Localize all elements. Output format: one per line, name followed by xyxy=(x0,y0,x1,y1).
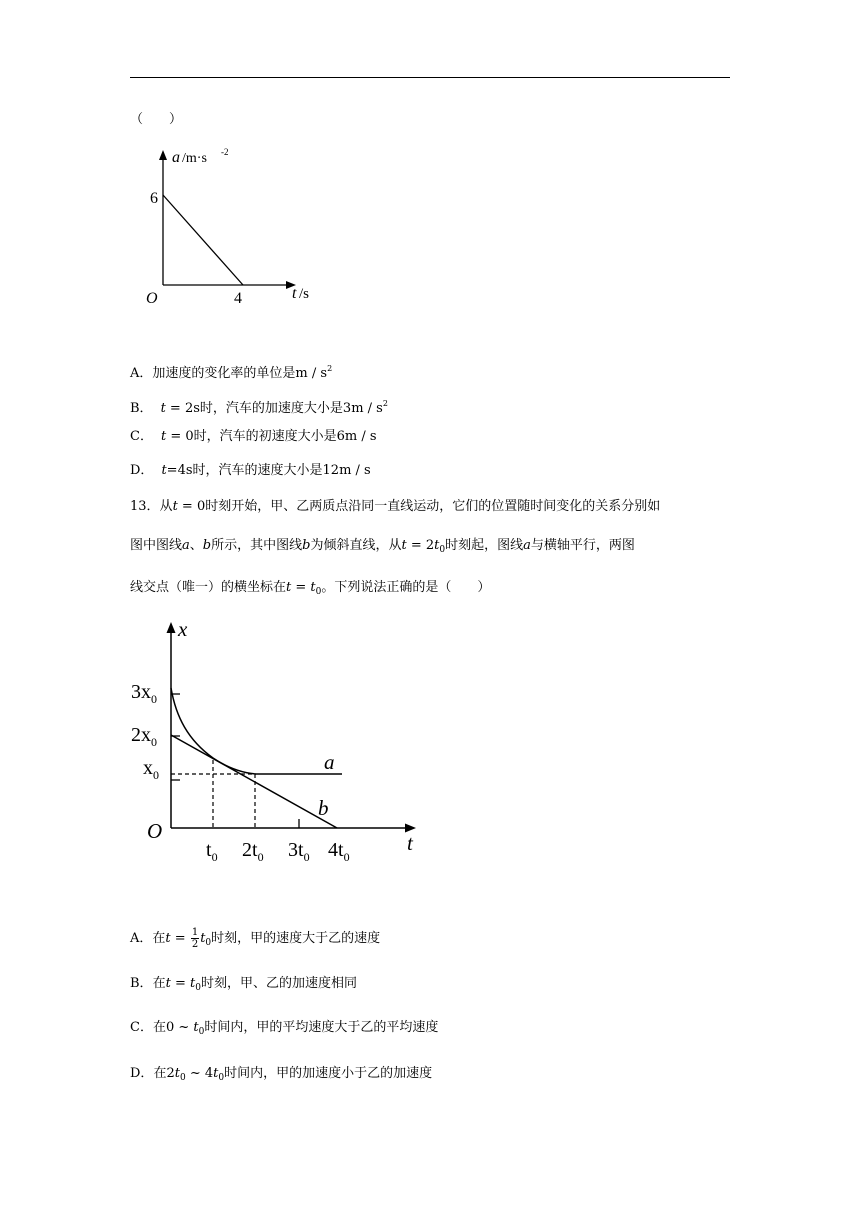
graph1-xlabel: t xyxy=(292,285,297,302)
acceleration-line xyxy=(163,195,243,285)
graph2-ylabel: x xyxy=(178,617,188,641)
x-tick-4t0: $4t_0$ xyxy=(328,839,350,864)
q12-answer-bracket: （ ） xyxy=(130,112,183,127)
graph1-ylabel: a xyxy=(172,149,180,166)
graph1-xunit: /s xyxy=(299,286,310,302)
line-b xyxy=(171,735,337,828)
graph2-origin: O xyxy=(147,819,163,843)
line-b-label: b xyxy=(318,796,329,820)
fraction-one-half: $\frac{1}{2}$ xyxy=(191,927,199,950)
graph1-yexp: -2 xyxy=(221,147,229,157)
curve-a-label: a xyxy=(324,750,335,774)
position-time-graph xyxy=(128,612,428,868)
q13-stem-line3: 线交点（唯一）的横坐标在$t = t_0$。下列说法正确的是（ ） xyxy=(130,580,491,597)
y-tick-3x0: $3x_0$ xyxy=(131,681,157,706)
q13-stem-line2: 图中图线a、b所示，其中图线b为倾斜直线，从$t = 2t_0$时刻起，图线a与横轴平行，两图 xyxy=(130,538,635,555)
curve-a xyxy=(171,688,342,774)
q13-option-d[interactable]: D．在$2t_0$ ~ $4t_0$时间内，甲的加速度小于乙的加速度 xyxy=(130,1066,433,1083)
acceleration-time-graph xyxy=(140,140,340,310)
x-tick-3t0: $3t_0$ xyxy=(288,839,310,864)
header-rule xyxy=(130,77,730,78)
q12-option-d[interactable]: D． t=4s时，汽车的速度大小是12m / s xyxy=(130,463,371,478)
q13-option-b[interactable]: B．在$t = t_0$时刻，甲、乙的加速度相同 xyxy=(130,976,357,993)
q13-stem-line1: 13．从t = 0时刻开始，甲、乙两质点沿同一直线运动，它们的位置随时间变化的关系分别如 xyxy=(130,499,661,514)
x-tick-t0: $t_0$ xyxy=(206,839,218,864)
graph2-xlabel: t xyxy=(407,831,413,855)
graph1-origin: O xyxy=(146,290,158,307)
q12-option-a[interactable]: A．加速度的变化率的单位是m / $s^2$ xyxy=(130,364,333,381)
q13-option-a[interactable]: A．在t = $\frac{1}{2}$ $t_0$时刻，甲的速度大于乙的速度 xyxy=(130,927,381,950)
graph1-ytick: 6 xyxy=(150,190,158,207)
q12-option-b[interactable]: B． t = 2s时，汽车的加速度大小是$3m / s^2$ xyxy=(130,399,388,416)
x-tick-2t0: $2t_0$ xyxy=(242,839,264,864)
q12-option-c[interactable]: C． t = 0时，汽车的初速度大小是6m / s xyxy=(130,429,377,444)
y-tick-2x0: $2x_0$ xyxy=(131,724,157,749)
graph1-yunit: /m·s xyxy=(182,151,207,166)
q13-option-c[interactable]: C．在0 ~ $t_0$时间内，甲的平均速度大于乙的平均速度 xyxy=(130,1020,439,1037)
y-tick-x0: $x_0$ xyxy=(143,757,159,782)
graph1-xtick: 4 xyxy=(234,290,242,307)
